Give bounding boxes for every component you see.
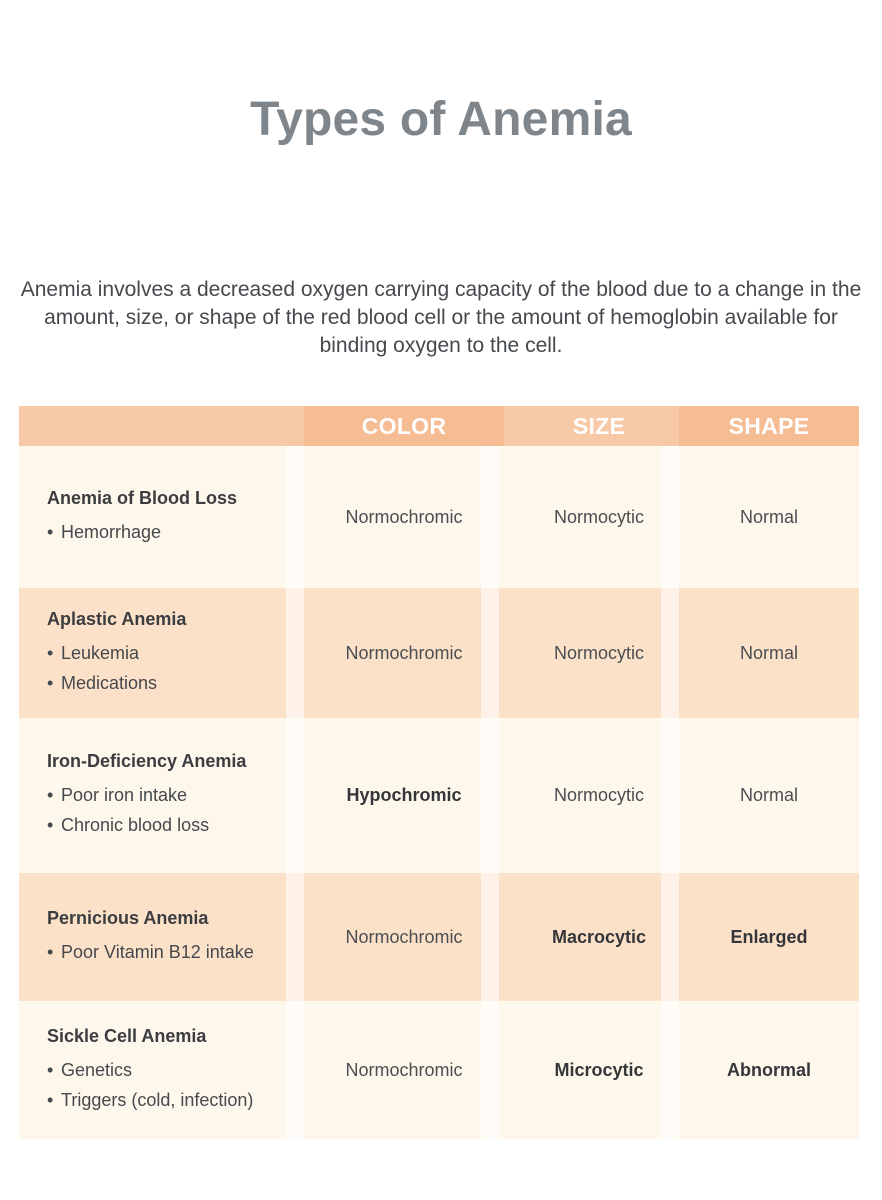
anemia-type-name: Aplastic Anemia [47,608,187,629]
table-body [19,446,859,1139]
anemia-type-name: Iron-Deficiency Anemia [47,751,247,771]
color-value: Hypochromic [346,785,462,805]
anemia-type-name: Sickle Cell Anemia [47,1025,207,1046]
cause-list-item [47,1055,297,1085]
bullet-icon: • [47,672,54,693]
size-value: Normocytic [553,785,644,805]
shape-value: Enlarged [730,926,808,947]
cause-text: Hemorrhage [61,521,162,542]
cause-text: Poor iron intake [61,785,188,805]
anemia-type-cell [47,873,297,1001]
size-value: Normocytic [553,642,644,663]
bullet-icon: • [47,785,54,805]
table-row [19,446,859,588]
anemia-type-cell [47,1001,297,1139]
header-color: COLOR [361,413,447,439]
bullet-icon: • [47,815,54,835]
page-title: Types of Anemia [250,93,632,146]
anemia-table [19,406,859,1139]
color-value: Normochromic [345,926,463,947]
table-row [19,1001,859,1139]
bullet-icon: • [47,1059,54,1080]
color-value: Normochromic [345,642,463,663]
size-value: Normocytic [553,506,644,527]
cause-list-item [47,517,297,547]
header-shape: SHAPE [728,413,810,439]
anemia-type-name: Anemia of Blood Loss [47,487,238,508]
size-value: Macrocytic [551,926,647,947]
cause-text: Medications [61,672,158,693]
cause-list-item [47,638,297,668]
shape-value: Abnormal [726,1059,811,1080]
size-value: Microcytic [554,1059,644,1080]
cause-text: Genetics [61,1059,133,1080]
color-value: Normochromic [345,506,463,527]
bullet-icon: • [47,521,54,542]
cause-text: Leukemia [61,642,140,663]
cause-list-item [47,810,297,840]
bullet-icon: • [47,1089,54,1110]
cause-text: Triggers (cold, infection) [61,1089,254,1110]
anemia-type-cell [47,446,297,588]
bullet-icon: • [47,941,54,962]
color-value: Normochromic [345,1059,463,1080]
header-size: SIZE [572,413,626,439]
table-row [19,588,859,718]
bullet-icon: • [47,642,54,663]
shape-value: Normal [739,642,798,663]
cause-list-item [47,780,297,810]
shape-value: Normal [739,506,798,527]
intro-paragraph: Anemia involves a decreased oxygen carrying capacity of the blood due to a change in the amount, size, or shape of the red blood cell or the amount of hemoglobin available for binding oxygen to the cell. [20,278,862,357]
cause-text: Chronic blood loss [61,815,210,835]
cause-list-item [47,1085,297,1115]
cause-list-item [47,668,297,698]
anemia-type-cell [47,588,297,718]
cause-list-item [47,937,297,967]
table-row [19,873,859,1001]
anemia-type-cell [47,718,297,873]
anemia-type-name: Pernicious Anemia [47,907,209,928]
table-row [19,718,859,873]
shape-value: Normal [739,785,798,805]
table-header [19,406,859,446]
cause-text: Poor Vitamin B12 intake [61,941,254,962]
